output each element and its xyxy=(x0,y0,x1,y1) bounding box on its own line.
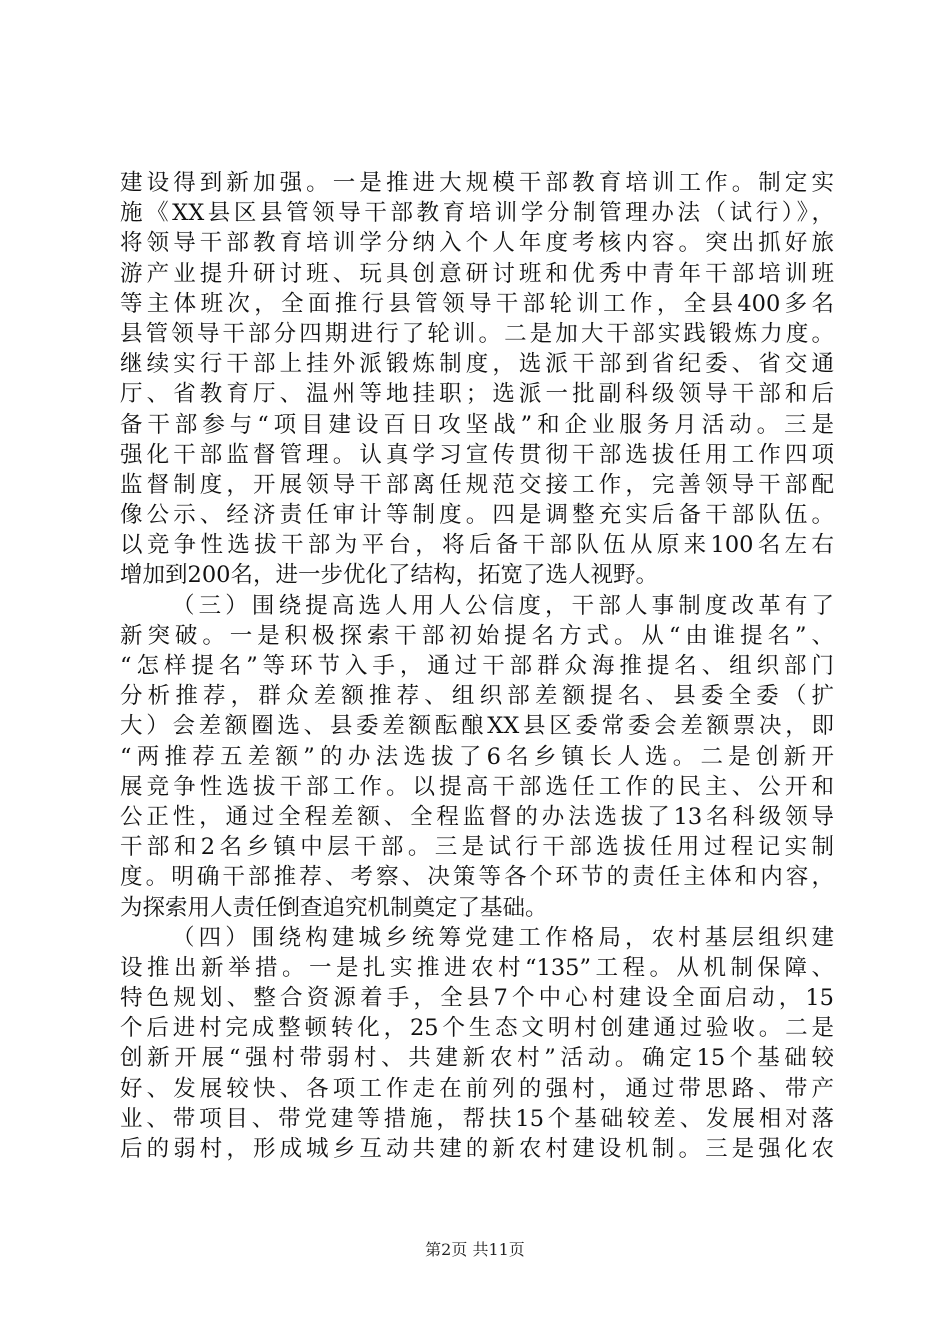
text-line: 公正性，通过全程差额、全程监督的办法选拔了13名科级领导 xyxy=(120,803,834,830)
text-line: 监督制度，开展领导干部离任规范交接工作，完善领导干部配 xyxy=(120,471,834,498)
text-line: 业、带项目、带党建等措施，帮扶15个基础较差、发展相对落 xyxy=(120,1105,834,1132)
text-line: “怎样提名”等环节入手，通过干部群众海推提名、组织部门 xyxy=(120,653,834,679)
text-line: 等主体班次，全面推行县管领导干部轮训工作，全县400多名 xyxy=(120,290,834,317)
text-line: 度。明确干部推荐、考察、决策等各个环节的责任主体和内容， xyxy=(120,864,834,891)
text-line: 分析推荐，群众差额推荐、组织部差额提名、县委全委（扩 xyxy=(120,683,834,710)
text-line: 创新开展“强村带弱村、共建新农村”活动。确定15个基础较 xyxy=(120,1045,834,1072)
text-line: 后的弱村，形成城乡互动共建的新农村建设机制。三是强化农 xyxy=(120,1136,834,1162)
text-line: 建设得到新加强。一是推进大规模干部教育培训工作。制定实 xyxy=(120,170,834,196)
text-line: 特色规划、整合资源着手，全县7个中心村建设全面启动，15 xyxy=(120,985,834,1012)
text-line: 以竞争性选拔干部为平台，将后备干部队伍从原来100名左右 xyxy=(120,532,834,559)
text-line: 施《XX县区县管领导干部教育培训学分制管理办法（试行）》， xyxy=(120,200,834,227)
text-line: 展竞争性选拔干部工作。以提高干部选任工作的民主、公开和 xyxy=(120,773,834,800)
text-line: 继续实行干部上挂外派锻炼制度，选派干部到省纪委、省交通 xyxy=(120,351,834,378)
text-line: 强化干部监督管理。认真学习宣传贯彻干部选拔任用工作四项 xyxy=(120,441,834,468)
text-line: 游产业提升研讨班、玩具创意研讨班和优秀中青年干部培训班 xyxy=(120,260,834,287)
section-heading-line: （四）围绕构建城乡统筹党建工作格局，农村基层组织建 xyxy=(172,924,834,951)
text-line: 为探索用人责任倒查追究机制奠定了基础。 xyxy=(120,894,548,921)
section-heading-line: （三）围绕提高选人用人公信度，干部人事制度改革有了 xyxy=(172,592,834,619)
text-line: 厅、省教育厅、温州等地挂职；选派一批副科级领导干部和后 xyxy=(120,381,834,408)
text-line: 备干部参与“项目建设百日攻坚战”和企业服务月活动。三是 xyxy=(120,411,834,438)
text-line: 个后进村完成整顿转化，25个生态文明村创建通过验收。二是 xyxy=(120,1015,834,1042)
text-line: 设推出新举措。一是扎实推进农村“135”工程。从机制保障、 xyxy=(120,954,834,981)
text-line: 像公示、经济责任审计等制度。四是调整充实后备干部队伍。 xyxy=(120,502,834,529)
text-line: 新突破。一是积极探索干部初始提名方式。从“由谁提名”、 xyxy=(120,622,834,649)
page-number-footer: 第2页 共11页 xyxy=(425,1240,525,1259)
body-text xyxy=(120,168,834,1164)
text-line: 增加到200名，进一步优化了结构，拓宽了选人视野。 xyxy=(120,562,658,589)
text-line: 县管领导干部分四期进行了轮训。二是加大干部实践锻炼力度。 xyxy=(120,320,834,347)
text-line: 大）会差额圈选、县委差额酝酿XX县区委常委会差额票决，即 xyxy=(120,713,834,740)
text-line: 干部和2名乡镇中层干部。三是试行干部选拔任用过程记实制 xyxy=(120,834,834,861)
text-line: 将领导干部教育培训学分纳入个人年度考核内容。突出抓好旅 xyxy=(120,230,834,257)
text-line: 好、发展较快、各项工作走在前列的强村，通过带思路、带产 xyxy=(120,1075,834,1102)
text-line: “两推荐五差额”的办法选拔了6名乡镇长人选。二是创新开 xyxy=(120,743,834,770)
